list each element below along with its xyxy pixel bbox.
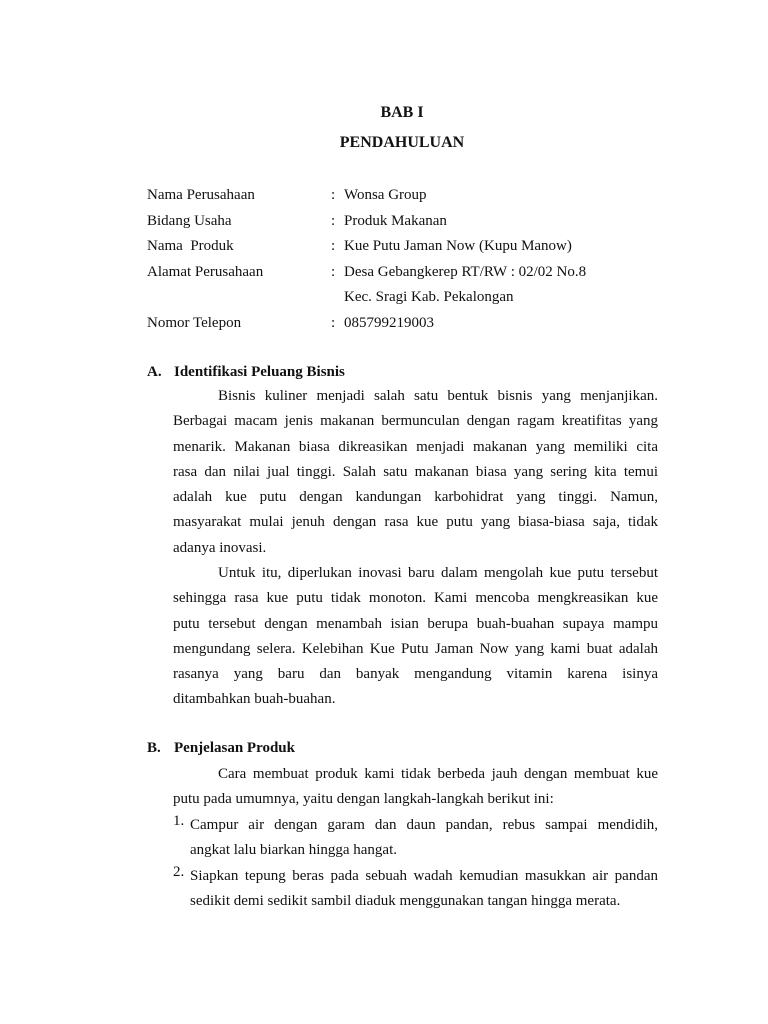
- list-item-line: sedikit demi sedikit sambil diaduk menggunakan tangan hingga merata.: [190, 892, 621, 909]
- info-colon: :: [331, 187, 336, 203]
- list-item: [173, 813, 658, 864]
- info-row-address-continued: [147, 288, 667, 314]
- paragraph-line: adanya inovasi.: [173, 539, 267, 556]
- paragraph-line: ditambahkan buah-buahan.: [173, 691, 336, 708]
- list-item-line: Siapkan tepung beras pada sebuah wadah kemudian masukkan air pandan: [190, 867, 658, 884]
- list-item: [173, 864, 658, 915]
- paragraph-line: masyarakat mulai jenuh dengan rasa kue putu yang biasa-biasa saja, tidak: [173, 514, 658, 531]
- list-number: 1.: [173, 813, 185, 829]
- info-label: Bidang Usaha: [147, 212, 232, 229]
- info-colon: :: [331, 212, 336, 229]
- list-item-line: angkat lalu biarkan hingga hangat.: [190, 842, 398, 859]
- info-label: Alamat Perusahaan: [147, 263, 264, 280]
- section-letter: A.: [147, 364, 162, 380]
- info-value: Kec. Sragi Kab. Pekalongan: [344, 289, 514, 305]
- paragraph-line: sehingga rasa kue putu tidak monoton. Kami mencoba mengkreasikan kue: [173, 590, 658, 607]
- info-label: Nama Produk: [147, 238, 234, 254]
- info-label: Nama Perusahaan: [147, 187, 255, 203]
- paragraph-line: rasanya yang baru dan banyak mengandung vitamin karena isinya: [173, 666, 658, 683]
- paragraph-line: putu pada umumnya, yaitu dengan langkah-langkah berikut ini:: [173, 791, 554, 808]
- info-row-business-field: [147, 212, 667, 238]
- paragraph-line: Bisnis kuliner menjadi salah satu bentuk bisnis yang menjanjikan.: [218, 388, 658, 404]
- section-a-paragraph-1: [173, 384, 658, 561]
- info-value: Wonsa Group: [344, 187, 427, 203]
- paragraph-line: Untuk itu, diperlukan inovasi baru dalam mengolah kue putu tersebut: [218, 565, 658, 581]
- section-letter: B.: [147, 740, 161, 756]
- paragraph-line: adalah kue putu dengan kandungan karbohidrat yang tinggi. Namun,: [173, 489, 658, 506]
- section-title: Identifikasi Peluang Bisnis: [174, 364, 345, 380]
- info-label: Nomor Telepon: [147, 314, 242, 331]
- info-row-company-name: [147, 186, 667, 212]
- info-value: Desa Gebangkerep RT/RW : 02/02 No.8: [344, 263, 587, 280]
- section-a-paragraph-2: [173, 561, 658, 713]
- paragraph-line: Cara membuat produk kami tidak berbeda jauh dengan membuat kue: [218, 766, 658, 782]
- chapter-subtitle: PENDAHULUAN: [339, 134, 465, 151]
- info-colon: :: [331, 314, 336, 331]
- section-a-heading: [147, 364, 345, 381]
- info-value: Produk Makanan: [344, 212, 447, 229]
- list-number: 2.: [173, 863, 185, 880]
- chapter-title: BAB I: [380, 104, 424, 121]
- list-item-line: Campur air dengan garam dan daun pandan, rebus sampai mendidih,: [190, 817, 658, 833]
- info-value: Kue Putu Jaman Now (Kupu Manow): [344, 238, 572, 254]
- info-colon: :: [331, 238, 336, 254]
- paragraph-line: putu tersebut dengan menambah isian berupa buah-buahan supaya mampu: [173, 615, 658, 632]
- paragraph-line: Berbagai macam jenis makanan bermunculan dengan ragam kreatifitas yang: [173, 413, 658, 430]
- company-info: [147, 186, 667, 339]
- paragraph-line: menarik. Makanan biasa dikreasikan menjadi makanan yang memiliki cita: [173, 438, 658, 455]
- paragraph-line: mengundang selera. Kelebihan Kue Putu Jaman Now yang kami buat adalah: [173, 640, 658, 657]
- section-b-heading: [147, 740, 295, 757]
- steps-list: [173, 813, 658, 914]
- info-row-phone: [147, 314, 667, 340]
- info-value: 085799219003: [344, 314, 434, 331]
- info-row-product-name: [147, 237, 667, 263]
- info-row-address: [147, 263, 667, 289]
- info-colon: :: [331, 263, 336, 280]
- paragraph-line: rasa dan nilai jual tinggi. Salah satu makanan biasa yang sering kita temui: [173, 463, 658, 480]
- section-title: Penjelasan Produk: [174, 740, 295, 756]
- section-b-paragraph-1: [173, 762, 658, 813]
